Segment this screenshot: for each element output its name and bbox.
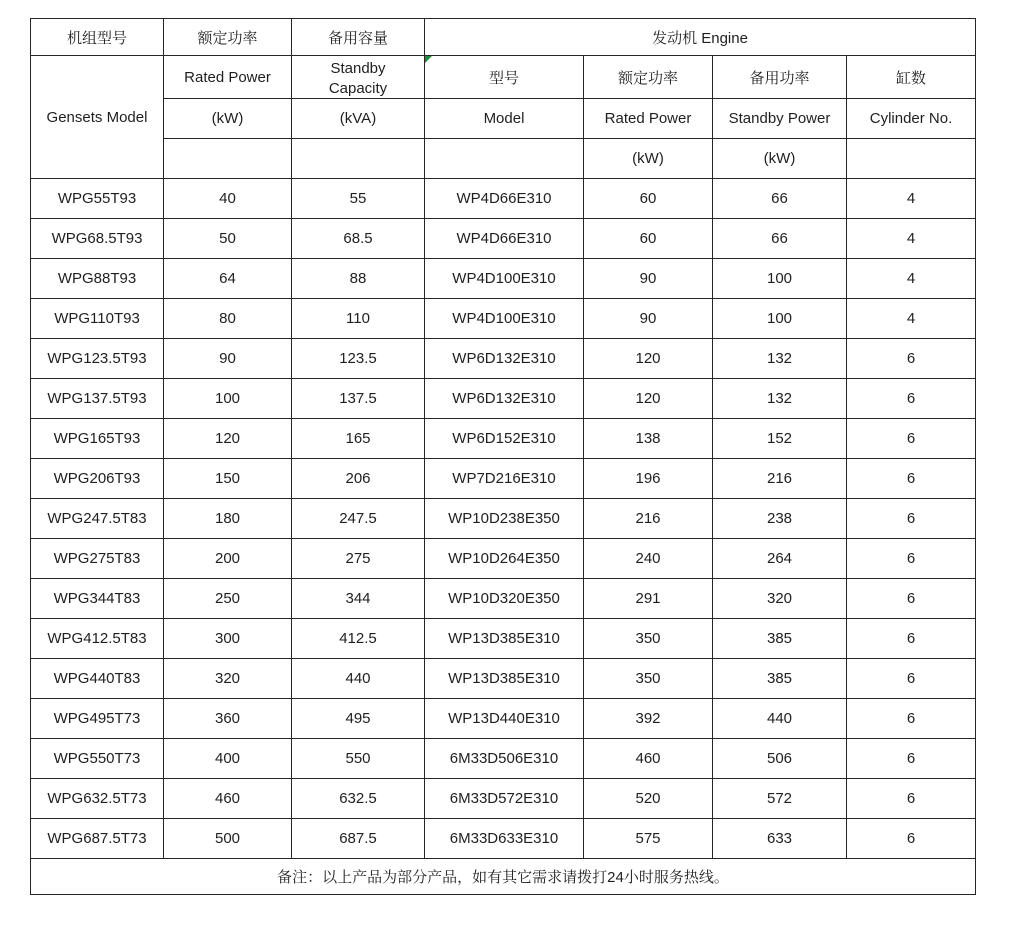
table-row <box>31 499 976 539</box>
cell-rated-power-kw: 320 <box>164 659 292 699</box>
header-cylinder-zh: 缸数 <box>847 56 976 99</box>
table-row <box>31 779 976 819</box>
cell-engine-standby-power-kw: 238 <box>713 499 847 539</box>
header-engine-rated-power-zh: 额定功率 <box>584 56 713 99</box>
table-row <box>31 379 976 419</box>
cell-engine-standby-power-kw: 132 <box>713 379 847 419</box>
cell-genset-model: WPG440T83 <box>31 659 164 699</box>
cell-rated-power-kw: 400 <box>164 739 292 779</box>
cell-engine-rated-power-kw: 520 <box>584 779 713 819</box>
header-row-units-2 <box>31 139 976 179</box>
table-row <box>31 539 976 579</box>
cell-cylinder-no: 6 <box>847 699 976 739</box>
cell-cylinder-no: 6 <box>847 739 976 779</box>
cell-genset-model: WPG165T93 <box>31 419 164 459</box>
cell-engine-standby-power-kw: 506 <box>713 739 847 779</box>
table-row <box>31 299 976 339</box>
cell-engine-standby-power-kw: 66 <box>713 219 847 259</box>
cell-engine-rated-power-kw: 90 <box>584 299 713 339</box>
table-row <box>31 219 976 259</box>
cell-engine-rated-power-kw: 196 <box>584 459 713 499</box>
cell-engine-model: WP4D66E310 <box>425 219 584 259</box>
cell-engine-rated-power-kw: 120 <box>584 339 713 379</box>
header-empty-cell <box>292 139 425 179</box>
cell-rated-power-kw: 40 <box>164 179 292 219</box>
cell-engine-model: WP6D132E310 <box>425 339 584 379</box>
table-row <box>31 339 976 379</box>
cell-engine-rated-power-kw: 392 <box>584 699 713 739</box>
header-standby-capacity-zh: 备用容量 <box>292 19 425 56</box>
cell-engine-rated-power-kw: 460 <box>584 739 713 779</box>
cell-engine-model: 6M33D506E310 <box>425 739 584 779</box>
standby-capacity-clipped-text: Standby Capacity <box>328 60 388 97</box>
cell-engine-rated-power-kw: 575 <box>584 819 713 859</box>
cell-standby-capacity-kva: 137.5 <box>292 379 425 419</box>
header-engine-rated-power-unit: (kW) <box>584 139 713 179</box>
header-engine-standby-power-zh: 备用功率 <box>713 56 847 99</box>
cell-engine-standby-power-kw: 132 <box>713 339 847 379</box>
cell-cylinder-no: 4 <box>847 219 976 259</box>
cell-standby-capacity-kva: 55 <box>292 179 425 219</box>
cell-rated-power-kw: 90 <box>164 339 292 379</box>
cell-engine-model: WP10D264E350 <box>425 539 584 579</box>
cell-engine-model: WP10D320E350 <box>425 579 584 619</box>
cell-engine-model: 6M33D572E310 <box>425 779 584 819</box>
cell-engine-model: WP4D66E310 <box>425 179 584 219</box>
cell-engine-model: WP13D440E310 <box>425 699 584 739</box>
cell-engine-model: WP6D152E310 <box>425 419 584 459</box>
cell-rated-power-kw: 360 <box>164 699 292 739</box>
header-engine-group: 发动机 Engine <box>425 19 976 56</box>
cell-engine-rated-power-kw: 120 <box>584 379 713 419</box>
cell-standby-capacity-kva: 344 <box>292 579 425 619</box>
cell-rated-power-kw: 80 <box>164 299 292 339</box>
cell-engine-model: WP4D100E310 <box>425 259 584 299</box>
cell-standby-capacity-kva: 412.5 <box>292 619 425 659</box>
cell-cylinder-no: 6 <box>847 419 976 459</box>
header-standby-capacity-unit: (kVA) <box>292 99 425 139</box>
cell-rated-power-kw: 64 <box>164 259 292 299</box>
cell-standby-capacity-kva: 68.5 <box>292 219 425 259</box>
table-row <box>31 259 976 299</box>
cell-engine-model: WP10D238E350 <box>425 499 584 539</box>
header-engine-standby-power-unit: (kW) <box>713 139 847 179</box>
cell-standby-capacity-kva: 550 <box>292 739 425 779</box>
header-genset-model-zh: 机组型号 <box>31 19 164 56</box>
cell-engine-standby-power-kw: 440 <box>713 699 847 739</box>
cell-engine-standby-power-kw: 633 <box>713 819 847 859</box>
cell-standby-capacity-kva: 275 <box>292 539 425 579</box>
cell-engine-rated-power-kw: 90 <box>584 259 713 299</box>
cell-rated-power-kw: 150 <box>164 459 292 499</box>
cell-engine-rated-power-kw: 60 <box>584 219 713 259</box>
cell-error-indicator-icon <box>425 56 432 63</box>
cell-engine-standby-power-kw: 216 <box>713 459 847 499</box>
cell-rated-power-kw: 460 <box>164 779 292 819</box>
table-row <box>31 419 976 459</box>
cell-engine-model: WP4D100E310 <box>425 299 584 339</box>
header-row-zh <box>31 19 976 56</box>
cell-rated-power-kw: 200 <box>164 539 292 579</box>
cell-rated-power-kw: 500 <box>164 819 292 859</box>
cell-engine-standby-power-kw: 385 <box>713 659 847 699</box>
header-row-en <box>31 56 976 99</box>
table-row <box>31 699 976 739</box>
cell-standby-capacity-kva: 632.5 <box>292 779 425 819</box>
cell-genset-model: WPG206T93 <box>31 459 164 499</box>
cell-genset-model: WPG137.5T93 <box>31 379 164 419</box>
cell-genset-model: WPG110T93 <box>31 299 164 339</box>
cell-engine-rated-power-kw: 240 <box>584 539 713 579</box>
cell-standby-capacity-kva: 440 <box>292 659 425 699</box>
header-rated-power-zh: 额定功率 <box>164 19 292 56</box>
table-row <box>31 739 976 779</box>
cell-rated-power-kw: 120 <box>164 419 292 459</box>
cell-engine-standby-power-kw: 572 <box>713 779 847 819</box>
cell-standby-capacity-kva: 687.5 <box>292 819 425 859</box>
cell-genset-model: WPG68.5T93 <box>31 219 164 259</box>
cell-genset-model: WPG247.5T83 <box>31 499 164 539</box>
cell-cylinder-no: 4 <box>847 259 976 299</box>
cell-genset-model: WPG495T73 <box>31 699 164 739</box>
header-engine-model-zh <box>425 56 584 99</box>
cell-engine-model: WP6D132E310 <box>425 379 584 419</box>
footer-note: 备注：以上产品为部分产品，如有其它需求请拨打24小时服务热线。 <box>31 859 976 895</box>
cell-genset-model: WPG275T83 <box>31 539 164 579</box>
cell-genset-model: WPG88T93 <box>31 259 164 299</box>
cell-rated-power-kw: 50 <box>164 219 292 259</box>
header-cylinder-en: Cylinder No. <box>847 99 976 139</box>
cell-cylinder-no: 6 <box>847 459 976 499</box>
cell-cylinder-no: 6 <box>847 579 976 619</box>
cell-genset-model: WPG632.5T73 <box>31 779 164 819</box>
header-standby-capacity-en <box>292 56 425 99</box>
table-row <box>31 819 976 859</box>
cell-engine-standby-power-kw: 66 <box>713 179 847 219</box>
table-row <box>31 659 976 699</box>
cell-rated-power-kw: 180 <box>164 499 292 539</box>
cell-cylinder-no: 6 <box>847 379 976 419</box>
cell-engine-standby-power-kw: 264 <box>713 539 847 579</box>
cell-engine-rated-power-kw: 60 <box>584 179 713 219</box>
cell-standby-capacity-kva: 495 <box>292 699 425 739</box>
table-row <box>31 619 976 659</box>
header-engine-model-en: Model <box>425 99 584 139</box>
cell-engine-rated-power-kw: 291 <box>584 579 713 619</box>
header-empty-cell <box>847 139 976 179</box>
cell-standby-capacity-kva: 165 <box>292 419 425 459</box>
cell-cylinder-no: 6 <box>847 339 976 379</box>
cell-engine-rated-power-kw: 216 <box>584 499 713 539</box>
header-empty-cell <box>164 139 292 179</box>
cell-rated-power-kw: 300 <box>164 619 292 659</box>
cell-genset-model: WPG123.5T93 <box>31 339 164 379</box>
cell-cylinder-no: 6 <box>847 539 976 579</box>
cell-standby-capacity-kva: 88 <box>292 259 425 299</box>
table-body <box>31 179 976 859</box>
cell-engine-model: 6M33D633E310 <box>425 819 584 859</box>
cell-rated-power-kw: 250 <box>164 579 292 619</box>
table-row <box>31 579 976 619</box>
cell-engine-model: WP13D385E310 <box>425 619 584 659</box>
header-engine-standby-power-en: Standby Power <box>713 99 847 139</box>
cell-genset-model: WPG344T83 <box>31 579 164 619</box>
footer-row <box>31 859 976 895</box>
cell-standby-capacity-kva: 247.5 <box>292 499 425 539</box>
cell-cylinder-no: 6 <box>847 659 976 699</box>
cell-engine-standby-power-kw: 152 <box>713 419 847 459</box>
cell-engine-rated-power-kw: 350 <box>584 659 713 699</box>
table-row <box>31 179 976 219</box>
header-engine-rated-power-en: Rated Power <box>584 99 713 139</box>
cell-engine-standby-power-kw: 320 <box>713 579 847 619</box>
cell-cylinder-no: 4 <box>847 299 976 339</box>
cell-cylinder-no: 6 <box>847 779 976 819</box>
cell-cylinder-no: 6 <box>847 499 976 539</box>
header-rated-power-unit: (kW) <box>164 99 292 139</box>
cell-standby-capacity-kva: 206 <box>292 459 425 499</box>
cell-genset-model: WPG55T93 <box>31 179 164 219</box>
cell-engine-rated-power-kw: 138 <box>584 419 713 459</box>
cell-standby-capacity-kva: 110 <box>292 299 425 339</box>
header-row-units-1 <box>31 99 976 139</box>
cell-genset-model: WPG550T73 <box>31 739 164 779</box>
cell-genset-model: WPG687.5T73 <box>31 819 164 859</box>
cell-engine-model: WP13D385E310 <box>425 659 584 699</box>
cell-cylinder-no: 4 <box>847 179 976 219</box>
cell-engine-standby-power-kw: 100 <box>713 299 847 339</box>
cell-cylinder-no: 6 <box>847 619 976 659</box>
engine-model-zh-label: 型号 <box>488 69 519 87</box>
cell-cylinder-no: 6 <box>847 819 976 859</box>
cell-engine-model: WP7D216E310 <box>425 459 584 499</box>
header-genset-model-en: Gensets Model <box>31 56 164 179</box>
cell-engine-standby-power-kw: 100 <box>713 259 847 299</box>
gensets-spec-table <box>30 18 976 895</box>
cell-rated-power-kw: 100 <box>164 379 292 419</box>
table-row <box>31 459 976 499</box>
header-empty-cell <box>425 139 584 179</box>
cell-engine-standby-power-kw: 385 <box>713 619 847 659</box>
cell-standby-capacity-kva: 123.5 <box>292 339 425 379</box>
header-rated-power-en: Rated Power <box>164 56 292 99</box>
cell-engine-rated-power-kw: 350 <box>584 619 713 659</box>
cell-genset-model: WPG412.5T83 <box>31 619 164 659</box>
